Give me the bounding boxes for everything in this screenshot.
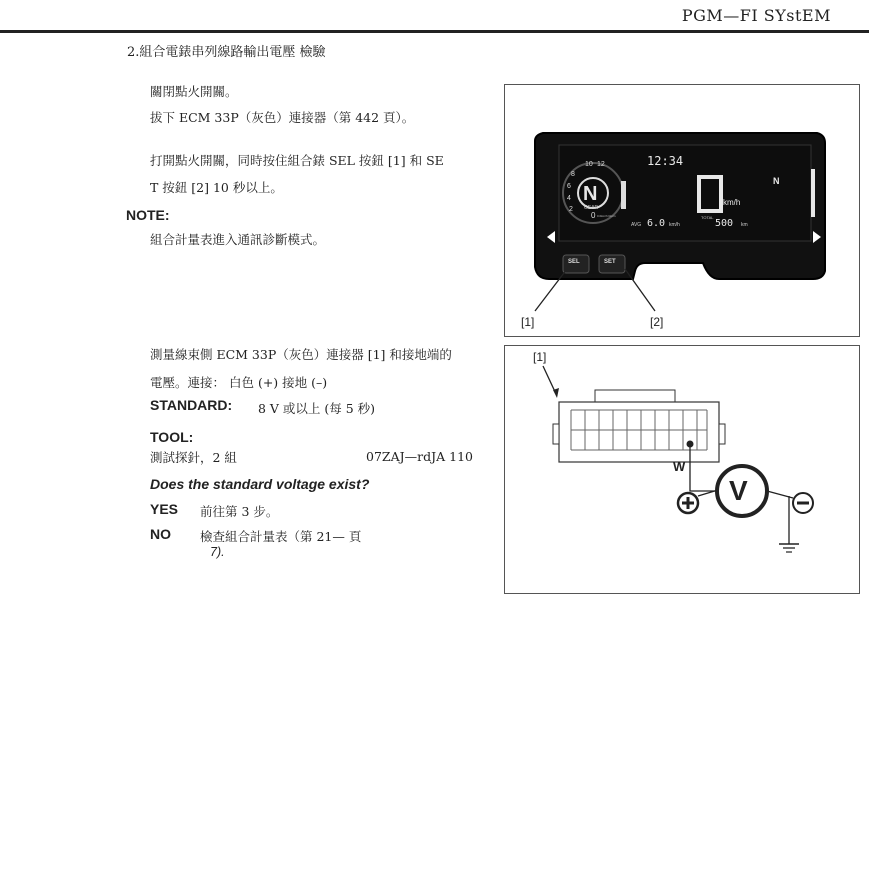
lcd-odo-small-sub: 0.0km/h Rmin <box>597 214 616 218</box>
lcd-total-label: TOTAL <box>701 215 714 220</box>
indicator-neutral: N <box>773 176 780 186</box>
standard-value: 8 V 或以上 (每 5 秒) <box>258 401 376 416</box>
yes-text: 前往第 3 步。 <box>200 504 279 519</box>
lcd-speed-unit: km/h <box>723 198 741 207</box>
measure-line2: 電壓。連接： 白色 (+) 接地 (–) <box>150 375 328 390</box>
tach-tick-10: 10 <box>585 161 593 168</box>
tool-part-number: 07ZAJ—rdJA 110 <box>366 449 473 464</box>
wire-color-label: W <box>673 459 686 474</box>
tool-label: TOOL: <box>150 429 194 445</box>
voltmeter-label: V <box>729 475 748 506</box>
tach-tick-8: 8 <box>571 171 575 178</box>
step-1: 關閉點火開關。 <box>150 84 238 99</box>
callout-2: [2] <box>650 315 664 329</box>
lcd-avg-label: AVG <box>631 222 642 228</box>
tach-tick-4: 4 <box>567 195 571 202</box>
figure-meter-panel <box>504 84 860 337</box>
lcd-gear-label: GEAR <box>584 205 599 211</box>
no-text: 檢查組合計量表（第 21— 頁 <box>200 529 362 544</box>
yes-label: YES <box>150 501 179 517</box>
lcd-odo-small: 0 <box>591 211 596 220</box>
callout-connector: [1] <box>533 350 547 364</box>
lcd-total-unit: km <box>741 222 748 228</box>
no-label: NO <box>150 526 171 542</box>
header-title: PGM—FI SYstEM <box>681 6 831 25</box>
step-3-line1: 打開點火開關，同時按住組合錶 SEL 按鈕 [1] 和 SE <box>150 153 444 168</box>
standard-label: STANDARD: <box>150 397 233 413</box>
lcd-avg-unit: km/h <box>669 222 680 228</box>
note-label: NOTE: <box>126 207 170 223</box>
tach-tick-12: 12 <box>597 161 605 168</box>
step-3-line2: T 按鈕 [2] 10 秒以上。 <box>150 180 283 195</box>
header-rule <box>0 30 869 33</box>
lcd-total-value: 500 <box>715 218 734 229</box>
meter-illustration <box>505 85 859 336</box>
lcd-avg-value: 6.0 <box>647 218 666 229</box>
lcd-gear: N <box>583 183 598 205</box>
set-button: SET <box>604 259 616 265</box>
tool-name: 測試探針，2 組 <box>150 450 237 465</box>
figure-connector-voltage <box>504 345 860 594</box>
question: Does the standard voltage exist? <box>150 476 370 492</box>
sel-button: SEL <box>568 259 580 265</box>
measure-line1: 測量線束側 ECM 33P（灰色）連接器 [1] 和接地端的 <box>150 347 452 362</box>
tach-tick-6: 6 <box>567 183 571 190</box>
section-heading: 2.組合電錶串列線路輸出電壓 檢驗 <box>127 45 326 60</box>
note-text: 組合計量表進入通訊診斷模式。 <box>150 232 326 247</box>
step-2: 拔下 ECM 33P（灰色）連接器（第 442 頁）。 <box>150 110 415 125</box>
callout-1: [1] <box>521 315 535 329</box>
tach-tick-2: 2 <box>569 206 573 213</box>
no-text-continued: 7). <box>210 545 225 559</box>
lcd-clock: 12:34 <box>647 154 684 168</box>
